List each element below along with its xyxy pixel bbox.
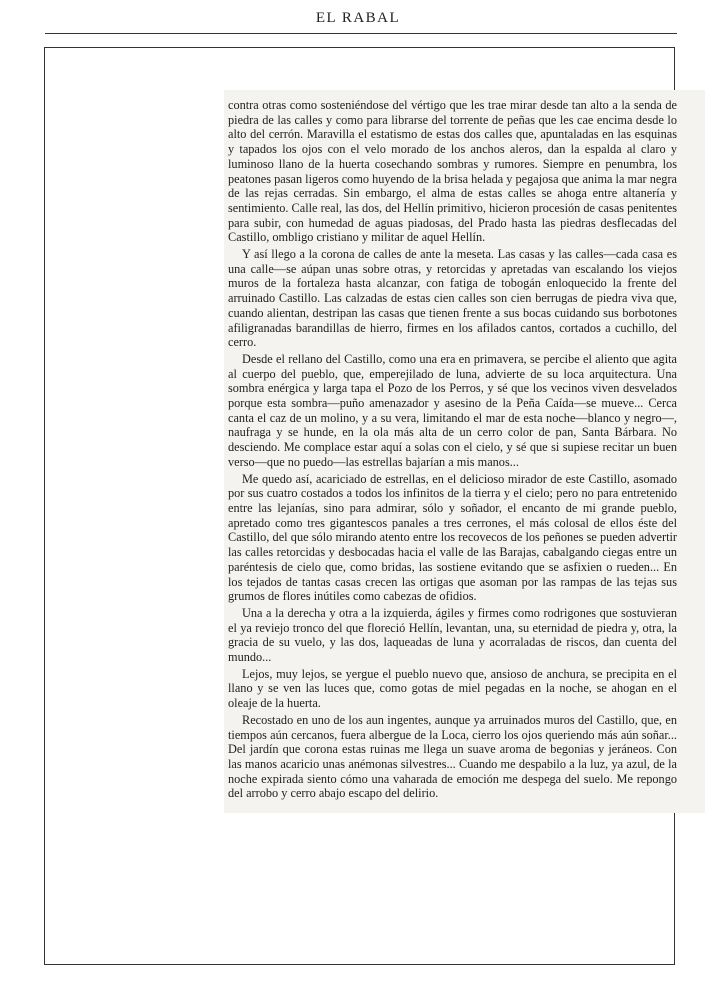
paragraph-3: Desde el rellano del Castillo, como una era en primavera, se percibe el aliento que agita al cuerpo del pueblo, que, emperejilado de luna, advierte de su loca arquitectura. Una sombra enérgica y larga tapa el Pozo de los Perros, y sé que los vecinos viven desvelados porque esta sombra—puño amenazador y asesino de la Peña Caída—se mueve... Cerca canta el caz de un molino, y a su vera, limitando el mar de esta noche—blanco y negro—, naufraga y se hunde, en la ola más alta de un cerro color de pan, Santa Bárbara. No desciendo. Me complace estar aquí a solas con el cielo, y sé que si supiese recitar un buen verso—que no puedo—las estrellas bajarían a mis manos... — [228, 351, 677, 469]
paragraph-4: Me quedo así, acariciado de estrellas, en el delicioso mirador de este Castillo, asomado por sus cuatro costados a todos los infinitos de la tierra y el cielo; pero no para entretenido entre las lejanías, sino para admirar, sólo y soñador, el encanto de mi grande pueblo, apretado como tres gigantescos panales a tres cerrones, el más colosal de ellos éste del Castillo, del que sólo mirando atento entre los recovecos de los peñones se pueden advertir las calles retorcidas y desbocadas hacia el valle de las Barajas, cabalgando ciegas entre un paréntesis de cielo que, como bridas, las sostiene evitando que se asfixien o rueden... En los tejados de tantas casas crecen las ortigas que asoman por las rampas de las tejas sus grumos de flores inútiles como cabezas de ofidios. — [228, 471, 677, 604]
paragraph-7: Recostado en uno de los aun ingentes, aunque ya arruinados muros del Castillo, que, en tiempos aún cercanos, fuera albergue de la Loca, cierro los ojos queriendo más aún soñar... Del jardín que corona estas ruinas me llega un suave aroma de begonias y jeráneos. Con las manos acaricio unas anémonas silvestres... Cuando me despabilo a la luz, ya azul, de la noche expirada siento cómo una vaharada de emoción me despega del suelo. Me repongo del arrobo y cerro abajo escapo del delirio. — [228, 712, 677, 801]
paragraph-1: contra otras como sosteniéndose del vértigo que les trae mirar desde tan alto a la senda de piedra de las calles y como para librarse del torrente de peñas que les cae encima desde lo alto del cerrón. Maravilla el estatismo de estas dos calles que, apuntaladas en las esquinas y tapados los ojos con el velo morado de los anchos aleros, dan la espalda al claro y luminoso llano de la huerta cosechando sombras y rumores. Siempre en penumbra, los peatones pasan ligeros como huyendo de la brisa helada y pegajosa que anima la mar negra de las rejas cerradas. Sin embargo, el alma de estas calles se ahoga entre altanería y sentimiento. Calle real, las dos, del Hellín primitivo, hicieron procesión de casas penitentes para subir, con humedad de aguas piadosas, del Prado hasta las piedras desflecadas del Castillo, ombligo cristiano y militar de aquel Hellín. — [228, 98, 678, 245]
paragraph-2: Y así llego a la corona de calles de ante la meseta. Las casas y las calles—cada casa es una calle—se aúpan unas sobre otras, y retorcidas y apretadas van escalando los viejos muros de la fortaleza hasta alcanzar, con fatiga de tobogán enloquecido la frente del arruinado Castillo. Las calzadas de estas cien calles son cien berrugas de piedra viva que, cuando alientan, destripan las casas que tienen frente a sus bocas cuidando sus borbotones afiligranadas barandillas de hierro, firmes en los afilados cantos, cortados a cuchillo, del cerro. — [228, 247, 677, 350]
paragraph-6: Lejos, muy lejos, se yergue el pueblo nuevo que, ansioso de anchura, se precipita en el llano y se ven las luces que, como gotas de miel pegadas en la noche, se ahogan en el oleaje de la huerta. — [228, 666, 677, 711]
header-rule — [45, 33, 677, 34]
article-text-block — [224, 90, 705, 813]
running-header: EL RABAL — [315, 10, 401, 26]
paragraph-5: Una a la derecha y otra a la izquierda, ágiles y firmes como rodrigones que sostuvieran el ya reviejo tronco del que floreció Hellín, levantan, una, su eternidad de piedra y, otra, la gracia de su vuelo, y las dos, laqueadas de luna y acorraladas de riscos, dan cuenta del mundo... — [228, 605, 677, 665]
article-body — [224, 90, 677, 813]
